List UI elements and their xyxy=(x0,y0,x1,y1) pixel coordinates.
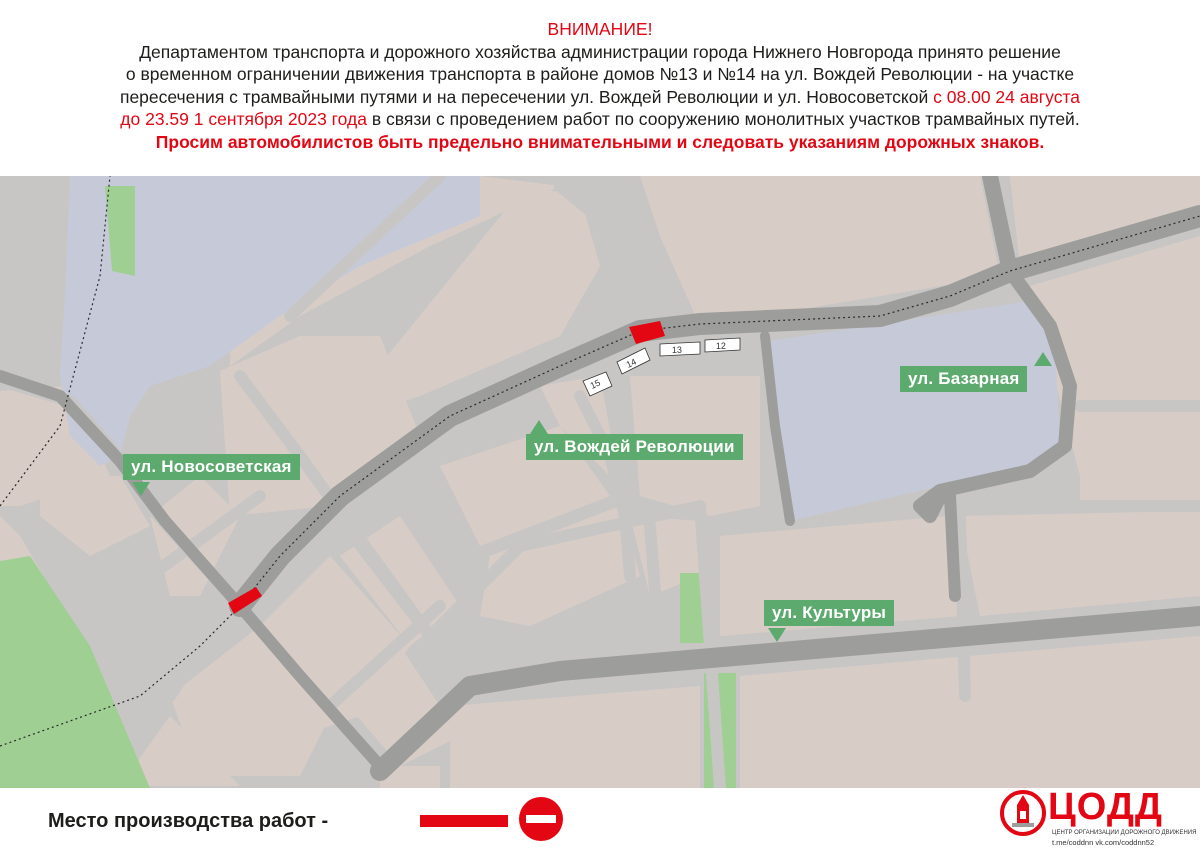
notice-line-4 xyxy=(0,108,1200,131)
street-label-kultury: ул. Культуры xyxy=(764,600,894,626)
codd-logo xyxy=(1000,785,1197,855)
street-label-bazarnaya: ул. Базарная xyxy=(900,366,1027,392)
notice-date-start: с 08.00 24 августа xyxy=(933,86,1081,107)
notice-date-end: до 23.59 1 сентября 2023 года xyxy=(120,109,367,129)
building-13-label: 13 xyxy=(671,344,683,355)
logo-links: t.me/coddnn vk.com/coddnn52 xyxy=(1052,838,1155,847)
notice-text xyxy=(0,18,1200,153)
logo-subtitle: ЦЕНТР ОРГАНИЗАЦИИ ДОРОЖНОГО ДВИЖЕНИЯ xyxy=(1052,830,1197,836)
street-label-vozhdey-revolyutsii-pointer xyxy=(530,420,548,434)
building-15-label: 15 xyxy=(588,377,602,391)
street-label-novosovetskaya: ул. Новосоветская xyxy=(123,454,300,480)
street-map xyxy=(0,176,1200,788)
notice-line-2: о временном ограничении движения транспорта в районе домов №13 и №14 на ул. Вождей Революции - на участке xyxy=(125,64,1075,84)
street-label-vozhdey-revolyutsii: ул. Вождей Революции xyxy=(526,434,743,460)
street-label-novosovetskaya-pointer xyxy=(132,482,150,496)
notice-line-3-text: пересечения с трамвайными путями и на пересечении ул. Вождей Революции и ул. Новосоветской xyxy=(119,86,929,107)
legend-work-zone-swatch xyxy=(420,815,508,827)
building-12-label: 12 xyxy=(715,340,727,351)
street-label-kultury-pointer xyxy=(768,628,786,642)
building-14-label: 14 xyxy=(624,356,638,370)
street-map-canvas xyxy=(0,176,1200,788)
logo-title: ЦОДД xyxy=(1048,786,1163,828)
notice-title: ВНИМАНИЕ! xyxy=(547,19,653,39)
kremlin-tower-icon xyxy=(1000,785,1046,841)
no-entry-sign-icon xyxy=(518,796,564,842)
notice-line-4-text: в связи с проведением работ по сооружению монолитных участков трамвайных путей. xyxy=(371,109,1080,129)
legend-text: Место производства работ - xyxy=(48,810,329,832)
notice-line-1: Департаментом транспорта и дорожного хозяйства администрации города Нижнего Новгорода принято решение xyxy=(139,41,1061,62)
street-label-bazarnaya-pointer xyxy=(1034,352,1052,366)
notice-line-3 xyxy=(0,86,1200,109)
notice-appeal: Просим автомобилистов быть предельно внимательными и следовать указаниям дорожных знаков. xyxy=(155,131,1045,152)
